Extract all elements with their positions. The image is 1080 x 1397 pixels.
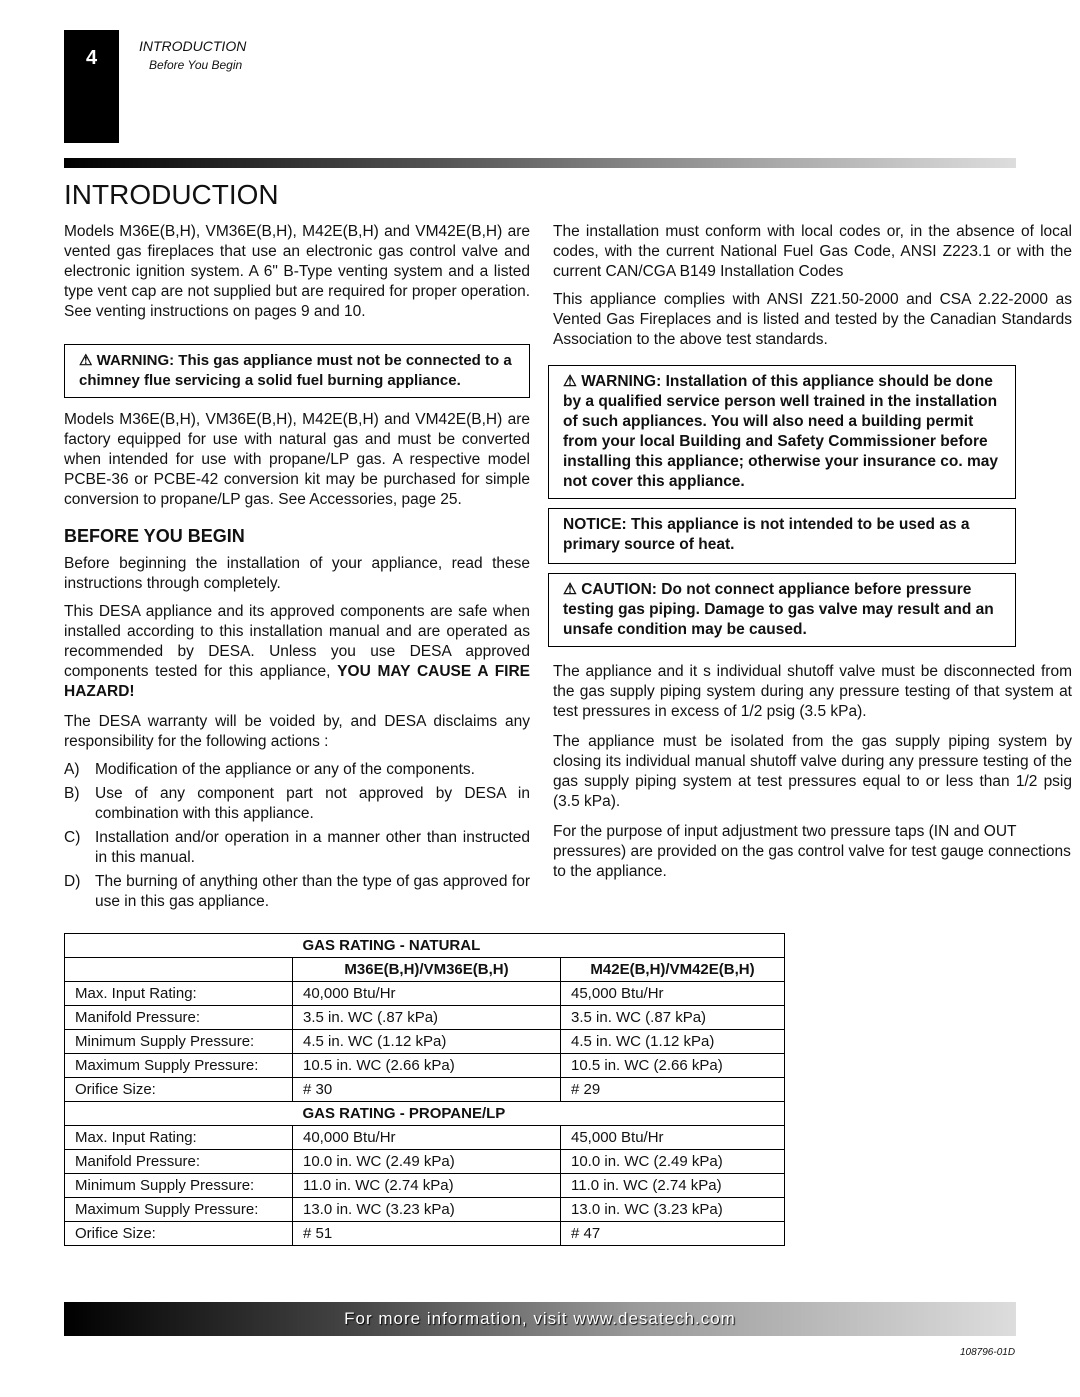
table-cell: 3.5 in. WC (.87 kPa) (561, 1006, 785, 1030)
table-cell: Manifold Pressure: (65, 1006, 293, 1030)
table-row (65, 982, 785, 1006)
warranty-list (64, 760, 530, 912)
warranty-paragraph: The DESA warranty will be voided by, and DESA disclaims any responsibility for the following actions : (64, 713, 530, 750)
footer-banner: For more information, visit www.desatech.com (64, 1302, 1016, 1336)
table-cell: Maximum Supply Pressure: (65, 1198, 293, 1222)
table-cell: 10.0 in. WC (2.49 kPa) (561, 1150, 785, 1174)
caution-icon: ⚠ (563, 581, 582, 598)
list-text: Modification of the appliance or any of the components. (95, 761, 475, 778)
list-text: Use of any component part not approved by DESA in combination with this appliance. (95, 785, 530, 822)
warning-text: WARNING: This gas appliance must not be connected to a chimney flue servicing a solid fuel burning appliance. (79, 352, 512, 389)
column-header: M42E(B,H)/VM42E(B,H) (561, 958, 785, 982)
list-item (64, 872, 530, 912)
table-cell: 45,000 Btu/Hr (561, 1126, 785, 1150)
list-text: The burning of anything other than the type of gas approved for use in this gas appliance. (95, 873, 530, 910)
table-section-header (65, 934, 785, 958)
table-row (65, 1006, 785, 1030)
table-cell: Orifice Size: (65, 1078, 293, 1102)
fire-hazard-warning: YOU MAY CAUSE A FIRE HAZARD! (64, 663, 531, 700)
desa-paragraph: This DESA appliance and its approved components are safe when installed according to this installation manual and are operated as recommended by DESA. Unless you use DESA approved components tested for this appliance, YOU MAY CAUSE A FIRE HAZARD! (64, 603, 531, 700)
table-cell: 11.0 in. WC (2.74 kPa) (293, 1174, 561, 1198)
table-cell: 10.5 in. WC (2.66 kPa) (293, 1054, 561, 1078)
page-number-tab: 4 (64, 30, 119, 143)
conversion-paragraph: Models M36E(B,H), VM36E(B,H), M42E(B,H) and VM42E(B,H) are factory equipped for use with natural gas and must be converted when intended for use with propane/LP gas. A respective model PCBE-36 or PCBE-42 conversion kit may be purchased for simple conversion to propane/LP gas. See Accessories, page 25. (64, 411, 530, 508)
warning-box-solid-fuel (64, 344, 530, 398)
warning-box-installation: ⚠ WARNING: Installation of this appliance should be done by a qualified service person well trained in the installation of such appliances. You will also need a building permit from your local Building and Safety Commissioner before installing this appliance; otherwise your insurance co. may not cover this appliance. (548, 365, 1016, 499)
list-item (64, 828, 530, 868)
list-marker: D) (64, 873, 81, 890)
table-row (65, 1198, 785, 1222)
gas-rating-table (64, 933, 785, 1246)
table-cell: # 51 (293, 1222, 561, 1246)
notice-box: NOTICE: This appliance is not intended to be used as a primary source of heat. (548, 508, 1016, 564)
table-cell: 40,000 Btu/Hr (293, 982, 561, 1006)
table-cell: 4.5 in. WC (1.12 kPa) (561, 1030, 785, 1054)
isolate-paragraph: The appliance must be isolated from the gas supply piping system by closing its individual manual shutoff valve during any pressure testing of the gas supply piping system at test pressures equal to or less than 1/2 psig (3.5 kPa). (553, 733, 1072, 810)
intro-paragraph: Models M36E(B,H), VM36E(B,H), M42E(B,H) and VM42E(B,H) are vented gas fireplaces that use an electronic gas control valve and electronic ignition system. A 6" B-Type venting system and a listed type vent cap are not supplied but are required for proper operation. See venting instructions on pages 9 and 10. (64, 223, 530, 320)
table-cell: 13.0 in. WC (3.23 kPa) (293, 1198, 561, 1222)
section-heading: BEFORE YOU BEGIN (64, 526, 245, 546)
table-cell: Max. Input Rating: (65, 982, 293, 1006)
table-cell: 3.5 in. WC (.87 kPa) (293, 1006, 561, 1030)
document-code: 108796-01D (960, 1347, 1016, 1358)
running-header-subsection: Before You Begin (149, 58, 243, 72)
column-header: M36E(B,H)/VM36E(B,H) (293, 958, 561, 982)
section-title: GAS RATING - NATURAL (293, 934, 785, 958)
warning-icon: ⚠ (79, 352, 97, 369)
table-section-header (65, 1102, 785, 1126)
gradient-divider (64, 158, 1016, 168)
table-cell: 10.5 in. WC (2.66 kPa) (561, 1054, 785, 1078)
list-marker: C) (64, 829, 81, 846)
table-row (65, 1126, 785, 1150)
table-cell: 45,000 Btu/Hr (561, 982, 785, 1006)
table-cell: # 29 (561, 1078, 785, 1102)
table-row (65, 1174, 785, 1198)
list-item (64, 760, 530, 780)
table-cell: Minimum Supply Pressure: (65, 1030, 293, 1054)
warning-icon: ⚠ (563, 373, 582, 390)
table-cell: 40,000 Btu/Hr (293, 1126, 561, 1150)
running-header-section: INTRODUCTION (139, 38, 247, 54)
disconnect-paragraph: The appliance and it s individual shutoff valve must be disconnected from the gas supply piping system during any pressure testing of that system at test pressures in excess of 1/2 psig (3.5 kPa). (553, 663, 1072, 720)
table-row (65, 1054, 785, 1078)
table-row (65, 1150, 785, 1174)
page-title: INTRODUCTION (64, 179, 279, 210)
table-cell: 10.0 in. WC (2.49 kPa) (293, 1150, 561, 1174)
codes-paragraph: The installation must conform with local codes or, in the absence of local codes, with the current National Fuel Gas Code, ANSI Z223.1 or with the current CAN/CGA B149 Installation Codes (553, 223, 1072, 280)
table-cell: 4.5 in. WC (1.12 kPa) (293, 1030, 561, 1054)
table-cell: Manifold Pressure: (65, 1150, 293, 1174)
compliance-paragraph: This appliance complies with ANSI Z21.50-2000 and CSA 2.22-2000 as Vented Gas Fireplaces and is listed and tested by the Canadian Standards Association to the above test standards. (553, 291, 1072, 348)
pressure-taps-paragraph: For the purpose of input adjustment two pressure taps (IN and OUT pressures) are provided on the gas control valve for test gauge connections to the appliance. (553, 823, 1071, 880)
table-cell: 11.0 in. WC (2.74 kPa) (561, 1174, 785, 1198)
table-cell: 13.0 in. WC (3.23 kPa) (561, 1198, 785, 1222)
table-cell: # 30 (293, 1078, 561, 1102)
table-row (65, 1222, 785, 1246)
column-header-row (65, 958, 785, 982)
list-marker: B) (64, 785, 80, 802)
table-row (65, 1078, 785, 1102)
section-title: GAS RATING - PROPANE/LP (293, 1102, 785, 1126)
list-text: Installation and/or operation in a manner other than instructed in this manual. (95, 829, 530, 866)
list-marker: A) (64, 761, 80, 778)
table-cell: Orifice Size: (65, 1222, 293, 1246)
table-cell: # 47 (561, 1222, 785, 1246)
table-cell: Max. Input Rating: (65, 1126, 293, 1150)
caution-box: ⚠ CAUTION: Do not connect appliance before pressure testing gas piping. Damage to gas valve may result and an unsafe condition may be caused. (548, 573, 1016, 647)
table-cell: Minimum Supply Pressure: (65, 1174, 293, 1198)
list-item (64, 784, 530, 824)
table-cell: Maximum Supply Pressure: (65, 1054, 293, 1078)
table-row (65, 1030, 785, 1054)
before-paragraph: Before beginning the installation of your appliance, read these instructions through completely. (64, 555, 530, 592)
